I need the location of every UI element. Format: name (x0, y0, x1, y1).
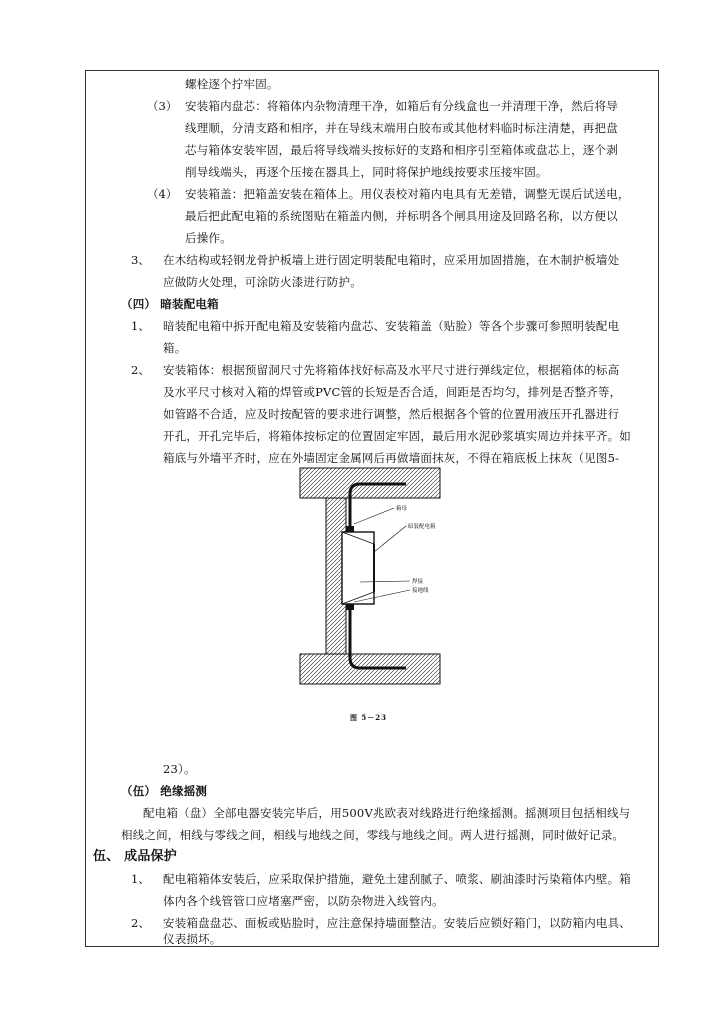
lock-nut (346, 526, 354, 532)
item-number: 1、 (131, 872, 150, 886)
figure-label: 接地线 (412, 588, 429, 594)
text-line: 削导线端头，再逐个压接在器具上，同时将保护地线按要求压接牢固。 (185, 165, 548, 179)
text-line: 安装箱体：根据预留洞尺寸先将箱体找好标高及水平尺寸进行弹线定位，根据箱体的标高 (163, 363, 620, 377)
text-line: 及水平尺寸核对入箱的焊管或PVC管的长短是否合适，间距是否均匀，排列是否整齐等， (163, 385, 622, 399)
distribution-box (342, 532, 374, 604)
text-line: 仪表损坏。 (163, 932, 222, 946)
item-number: （4） (147, 187, 178, 201)
text-line: 芯与箱体安装牢固，最后将导线端头按标好的支路和相序引至箱体或盘芯上，逐个剥 (185, 143, 618, 157)
figure-label: 暗装配电箱 (408, 524, 436, 530)
text-line: 箱。 (163, 341, 187, 355)
text-line: 配电箱（盘）全部电器安装完毕后，用500V兆欧表对线路进行绝缘摇测。摇测项目包括相线与 (143, 806, 631, 820)
item-number: 2、 (131, 916, 150, 930)
item-number: 3、 (131, 253, 150, 267)
text-line: 线理顺，分清支路和相序，并在导线末端用白胶布或其他材料临时标注清楚，再把盘 (185, 121, 618, 135)
text-line: 相线之间，相线与零线之间，相线与地线之间，零线与地线之间。两人进行摇测，同时做好记录。 (121, 828, 625, 842)
text-line: 安装箱盖：把箱盖安装在箱体上。用仪表校对箱内电具有无差错，调整无误后试送电， (185, 187, 630, 201)
section-heading: （伍） 绝缘摇测 (121, 784, 208, 798)
text-line: 暗装配电箱中拆开配电箱及安装箱内盘芯、安装箱盖（贴脸）等各个步骤可参照明装配电 (163, 319, 620, 333)
text-line: 箱底与外墙平齐时，应在外墙固定金属网后再做墙面抹灰，不得在箱底板上抹灰（见图5- (163, 451, 620, 465)
text-line: 开孔，开孔完毕后，将箱体按标定的位置固定牢固，最后用水泥砂浆填实周边并抹平齐。如 (163, 429, 631, 443)
section-heading: 伍、 成品保护 (93, 849, 177, 864)
item-number: 1、 (131, 319, 150, 333)
figure-5-23 (298, 462, 446, 694)
text-line: 应做防火处理，可涂防火漆进行防护。 (163, 275, 362, 289)
text-line: 螺栓逐个拧牢固。 (185, 77, 279, 91)
text-line: 如管路不合适，应及时按配管的要求进行调整，然后根据各个管的位置用液压开孔器进行 (163, 407, 620, 421)
item-number: 2、 (131, 363, 150, 377)
lock-nut (346, 604, 354, 610)
text-line: 后操作。 (185, 231, 232, 245)
text-line: 体内各个线管管口应堵塞严密，以防杂物进入线管内。 (163, 894, 444, 908)
text-line: 安装箱盘盘芯、面板或贴脸时，应注意保持墙面整洁。安装后应锁好箱门，以防箱内电具、 (163, 916, 631, 930)
text-line: 最后把此配电箱的系统图贴在箱盖内侧，并标明各个闸具用途及回路名称，以方便以 (185, 209, 618, 223)
figure-label: 箱母 (396, 506, 408, 512)
item-number: （3） (147, 99, 178, 113)
text-line: 安装箱内盘芯：将箱体内杂物清理干净，如箱后有分线盒也一并清理干净，然后将导 (185, 99, 618, 113)
figure-caption: 图 5－23 (350, 713, 388, 722)
section-heading: （四） 暗装配电箱 (121, 297, 219, 311)
figure-label: 焊接 (412, 579, 424, 585)
text-line: 在木结构或轻钢龙骨护板墙上进行固定明装配电箱时，应采用加固措施，在木制护板墙处 (163, 253, 620, 267)
text-line: 配电箱箱体安装后，应采取保护措施，避免土建刮腻子、喷浆、刷油漆时污染箱体内壁。箱 (163, 872, 631, 886)
text-line: 23）。 (163, 762, 196, 776)
